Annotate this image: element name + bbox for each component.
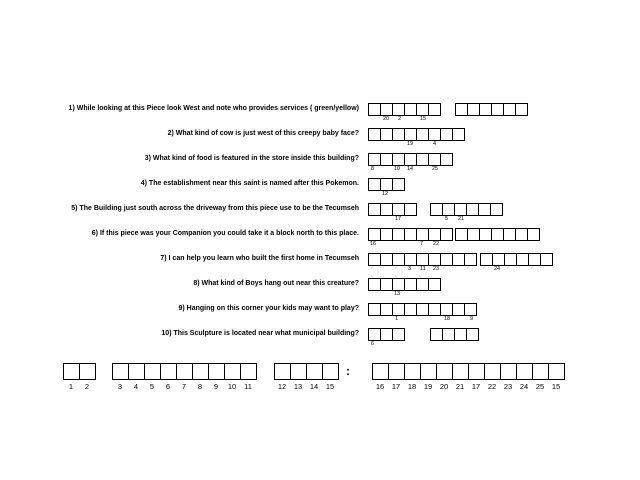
key-index-number: 17 (391, 382, 401, 391)
letter-index-number: 5 (445, 216, 449, 222)
key-index-number: 9 (213, 382, 219, 391)
key-index-number: 24 (519, 382, 529, 391)
letter-index-number: 9 (470, 316, 474, 322)
letter-index-number: 23 (433, 266, 440, 272)
key-letter-box[interactable] (224, 363, 241, 380)
letter-index-number: 21 (458, 216, 465, 222)
letter-index-number: 4 (433, 141, 437, 147)
key-index-number: 13 (293, 382, 303, 391)
answer-boxes-q7-group2[interactable] (480, 253, 552, 266)
letter-box[interactable] (466, 328, 479, 341)
key-letter-box[interactable] (79, 363, 96, 380)
key-index-number: 11 (244, 382, 252, 391)
letter-box[interactable] (392, 178, 405, 191)
letter-box[interactable] (392, 328, 405, 341)
letter-box[interactable] (527, 228, 540, 241)
key-index-number: 19 (423, 382, 433, 391)
key-letter-box[interactable] (516, 363, 533, 380)
answer-boxes-q10-group1[interactable] (368, 328, 404, 341)
letter-index-number: 17 (395, 216, 402, 222)
key-letter-box[interactable] (63, 363, 80, 380)
key-index-number: 2 (84, 382, 90, 391)
letter-index-number: 25 (432, 166, 439, 172)
letter-index-number: 19 (407, 141, 414, 147)
letter-box[interactable] (464, 303, 477, 316)
key-group-3[interactable] (274, 363, 338, 380)
key-index-number: 12 (277, 382, 287, 391)
key-letter-box[interactable] (452, 363, 469, 380)
key-index-number: 22 (487, 382, 497, 391)
key-index-number: 18 (407, 382, 417, 391)
letter-index-number: 10 (394, 166, 401, 172)
key-letter-box[interactable] (548, 363, 565, 380)
key-index-number: 7 (181, 382, 187, 391)
letter-box[interactable] (452, 128, 465, 141)
key-letter-box[interactable] (144, 363, 161, 380)
key-letter-box[interactable] (420, 363, 437, 380)
letter-box[interactable] (515, 103, 528, 116)
answer-boxes-q5-group2[interactable] (430, 203, 502, 216)
letter-index-number: 15 (420, 116, 427, 122)
key-index-number: 23 (503, 382, 513, 391)
key-letter-box[interactable] (306, 363, 323, 380)
key-index-number: 8 (197, 382, 203, 391)
key-letter-box[interactable] (500, 363, 517, 380)
letter-index-number: 13 (394, 291, 401, 297)
key-index-number: 14 (309, 382, 319, 391)
question-7: 7) I can help you learn who built the first home in Tecumseh (160, 255, 359, 262)
key-letter-box[interactable] (388, 363, 405, 380)
letter-index-number: 12 (382, 191, 389, 197)
key-index-number: 21 (455, 382, 465, 391)
key-letter-box[interactable] (176, 363, 193, 380)
answer-boxes-q5-group1[interactable] (368, 203, 416, 216)
key-index-number: 25 (535, 382, 545, 391)
letter-box[interactable] (404, 203, 417, 216)
letter-index-number: 14 (407, 166, 414, 172)
key-letter-box[interactable] (532, 363, 549, 380)
key-index-number: 3 (117, 382, 123, 391)
key-index-number: 10 (227, 382, 237, 391)
answer-boxes-q9-group1[interactable] (368, 303, 476, 316)
answer-boxes-q10-group2[interactable] (430, 328, 478, 341)
letter-box[interactable] (540, 253, 553, 266)
answer-boxes-q1-group1[interactable] (368, 103, 440, 116)
letter-index-number: 7 (420, 241, 424, 247)
letter-box[interactable] (464, 253, 477, 266)
key-index-number: 6 (165, 382, 171, 391)
letter-index-number: 16 (370, 241, 377, 247)
key-letter-box[interactable] (484, 363, 501, 380)
key-letter-box[interactable] (372, 363, 389, 380)
answer-boxes-q4-group1[interactable] (368, 178, 404, 191)
question-8: 8) What kind of Boys hang out near this creature? (193, 280, 359, 287)
question-1: 1) While looking at this Piece look West and note who provides services ( green/yellow) (68, 105, 359, 112)
letter-box[interactable] (490, 203, 503, 216)
key-index-number: 20 (439, 382, 449, 391)
question-4: 4) The establishment near this saint is named after this Pokemon. (140, 180, 359, 187)
letter-box[interactable] (440, 228, 453, 241)
question-10: 10) This Sculpture is located near what municipal building? (161, 330, 359, 337)
question-3: 3) What kind of food is featured in the store inside this building? (144, 155, 359, 162)
letter-index-number: 6 (371, 341, 375, 347)
key-letter-box[interactable] (274, 363, 291, 380)
answer-boxes-q7-group1[interactable] (368, 253, 476, 266)
key-letter-box[interactable] (468, 363, 485, 380)
key-index-number: 5 (149, 382, 155, 391)
answer-boxes-q6-group2[interactable] (455, 228, 539, 241)
key-index-number: 15 (551, 382, 561, 391)
answer-boxes-q6-group1[interactable] (368, 228, 452, 241)
key-index-number: 4 (133, 382, 139, 391)
answer-boxes-q8-group1[interactable] (368, 278, 440, 291)
question-6: 6) If this piece was your Companion you could take it a block north to this place. (91, 230, 359, 237)
question-5: 5) The Building just south across the driveway from this piece use to be the Tecumseh (71, 205, 359, 212)
key-index-number: 17 (471, 382, 481, 391)
key-letter-box[interactable] (112, 363, 129, 380)
key-letter-box[interactable] (160, 363, 177, 380)
letter-index-number: 18 (444, 316, 451, 322)
key-letter-box[interactable] (436, 363, 453, 380)
key-letter-box[interactable] (404, 363, 421, 380)
key-index-number: 15 (325, 382, 335, 391)
key-letter-box[interactable] (290, 363, 307, 380)
key-colon: : (346, 364, 350, 378)
letter-index-number: 8 (371, 166, 375, 172)
letter-index-number: 3 (408, 266, 412, 272)
letter-index-number: 2 (398, 116, 402, 122)
key-letter-box[interactable] (128, 363, 145, 380)
letter-index-number: 11 (420, 266, 426, 272)
key-letter-box[interactable] (192, 363, 209, 380)
letter-box[interactable] (428, 278, 441, 291)
answer-boxes-q2-group1[interactable] (368, 128, 464, 141)
key-group-1[interactable] (63, 363, 95, 380)
question-9: 9) Hanging on this corner your kids may want to play? (178, 305, 359, 312)
key-letter-box[interactable] (322, 363, 339, 380)
key-index-number: 16 (375, 382, 385, 391)
letter-index-number: 22 (433, 241, 440, 247)
letter-index-number: 1 (395, 316, 399, 322)
key-letter-box[interactable] (240, 363, 257, 380)
letter-index-number: 20 (383, 116, 390, 122)
key-letter-box[interactable] (208, 363, 225, 380)
key-group-4[interactable] (372, 363, 564, 380)
letter-box[interactable] (440, 153, 453, 166)
answer-boxes-q1-group2[interactable] (455, 103, 527, 116)
key-index-number: 1 (68, 382, 74, 391)
answer-boxes-q3-group1[interactable] (368, 153, 452, 166)
question-2: 2) What kind of cow is just west of this creepy baby face? (167, 130, 359, 137)
letter-box[interactable] (428, 103, 441, 116)
key-group-2[interactable] (112, 363, 256, 380)
letter-index-number: 24 (494, 266, 501, 272)
